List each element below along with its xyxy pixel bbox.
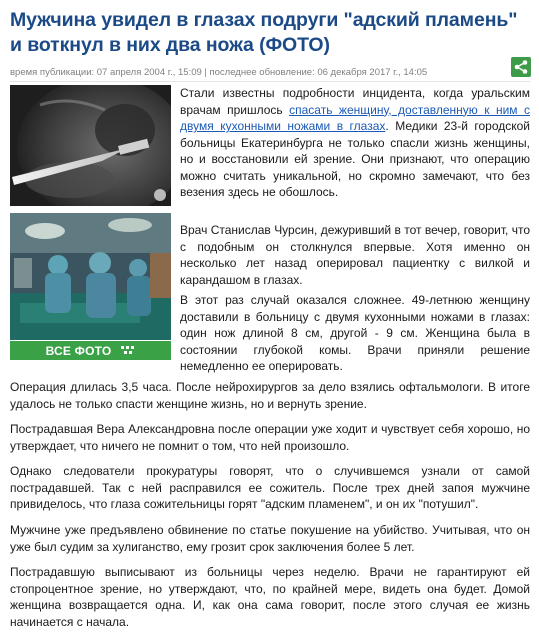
all-photos-label: ВСЕ ФОТО [45,343,112,358]
article-paragraph-6: Однако следователи прокуратуры говорят, что о случившемся узнали от самой пострадавшей. Так с ней расправился ее сожитель. После трех дней запоя мужчине привиделось, что глаза сожительницы горят "адским пламенем", и он их "потушил". [10,464,530,511]
gallery-icon [121,346,135,355]
rescue-article-link[interactable]: спасать женщину, доставленную к ним с двумя кухонными ножами в глазах [180,102,530,133]
article-paragraph-1 [180,85,530,201]
article-paragraph-2: Врач Станислав Чурсин, дежуривший в тот вечер, говорит, что с подобным он столкнулся впервые. Хотя именно он несколько лет назад оперировал пациентку с вилкой и карандашом в глазах. [180,223,530,287]
share-icon [511,57,531,77]
article-title: Мужчина увидел в глазах подруги "адский пламень" и воткнул в них два ножа (ФОТО) [10,9,518,56]
all-photos-button[interactable] [10,341,171,360]
article-paragraph-4: Операция длилась 3,5 часа. После нейрохирургов за дело взялись офтальмологи. В итоге удалось не только спасти женщине жизнь, но и вернуть зрение. [10,380,530,411]
header-divider [10,81,530,82]
surgery-photo[interactable] [10,213,171,340]
article-paragraph-3: В этот раз случай оказался сложнее. 49-летнюю женщину доставили в больницу с двумя кухонными ножами в глазах: один нож длиной 8 см, другой - 9 см. Женщина была в состоянии глубокой комы. Врачи приняли решение немедленно ее оперировать. [180,293,530,373]
paragraph-1-start: Стали известны подробности инцидента, когда уральским врачам пришлось [180,86,530,117]
paragraph-1-end: . Медики 23-й городской больницы Екатеринбурга не только спасли жизнь женщины, но и восстановили ей зрение. Они признают, что операцию можно считать уникальной, но скромно замечают, что без везения здесь не обошлось. [180,119,531,199]
article-paragraph-5: Пострадавшая Вера Александровна после операции уже ходит и чувствует себя хорошо, но утверждает, что ничего не помнит о том, что ней произошло. [10,422,530,453]
publication-meta: время публикации: 07 апреля 2004 г., 15:09 | последнее обновление: 06 декабря 2017 г., 14:05 [10,67,428,78]
share-button[interactable] [511,57,531,77]
article-paragraph-7: Мужчине уже предъявлено обвинение по статье покушение на убийство. Учитывая, что он уже был судим за хулиганство, ему грозит срок заключения более 5 лет. [10,523,530,554]
article-paragraph-8: Пострадавшую выписывают из больницы через неделю. Врачи не гарантируют ей стопроцентное зрение, но утверждают, что, по крайней мере, видеть она будет. Домой женщина возвращается одна. И, как она сама говорит, после этого случая ее жизнь начинается с начала. [10,565,530,629]
xray-photo[interactable] [10,85,171,206]
